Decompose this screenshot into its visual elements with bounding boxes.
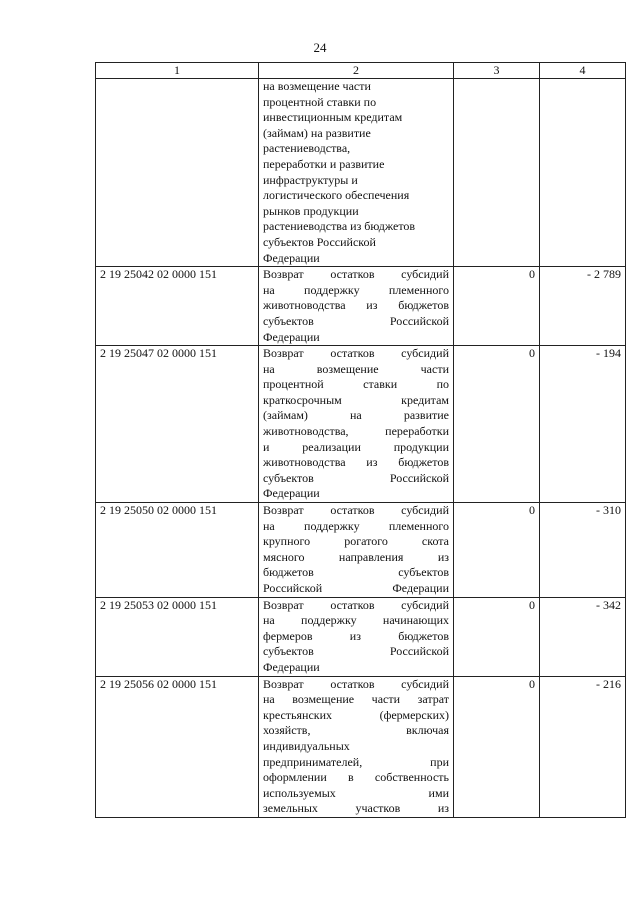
budget-table bbox=[95, 62, 626, 818]
description-line: Федерации bbox=[263, 250, 320, 265]
description-line: процентной ставки по bbox=[263, 94, 377, 109]
amount-col3: 0 bbox=[454, 346, 540, 503]
amount-col3: 0 bbox=[454, 597, 540, 676]
description-line: мясного направления из bbox=[263, 549, 449, 564]
description-line: на возмещение части затрат bbox=[263, 692, 449, 707]
description-line: на возмещение части bbox=[263, 79, 371, 93]
description-line: на поддержку племенного bbox=[263, 518, 449, 533]
column-header-4: 4 bbox=[540, 63, 626, 79]
description-line: Федерации bbox=[263, 329, 320, 344]
description-line: краткосрочным кредитам bbox=[263, 392, 449, 407]
description-line: Возврат остатков субсидий bbox=[263, 346, 449, 361]
description-line: инвестиционным кредитам bbox=[263, 110, 403, 125]
budget-code: 2 19 25042 02 0000 151 bbox=[96, 267, 259, 346]
description-line: переработки и развитие bbox=[263, 156, 385, 171]
amount-col4: - 2 789 bbox=[540, 267, 626, 346]
table-row bbox=[96, 597, 626, 676]
description-line: процентной ставки по bbox=[263, 377, 449, 392]
description-line: (займам) на развитие bbox=[263, 125, 371, 140]
budget-code: 2 19 25056 02 0000 151 bbox=[96, 676, 259, 817]
description-line: субъектов Российской bbox=[263, 234, 376, 249]
description-line: Возврат остатков субсидий bbox=[263, 503, 449, 518]
description-line: оформлении в собственность bbox=[263, 770, 449, 785]
amount-col3-cell bbox=[454, 79, 540, 267]
header-row bbox=[96, 63, 626, 79]
description-line: предпринимателей, при bbox=[263, 754, 449, 769]
description-line: растениеводства, bbox=[263, 141, 351, 156]
description-line: Федерации bbox=[263, 659, 320, 674]
description-line: на возмещение части bbox=[263, 361, 449, 376]
description-cell bbox=[259, 676, 454, 817]
description-cell bbox=[259, 267, 454, 346]
description-line: Возврат остатков субсидий bbox=[263, 597, 449, 612]
column-header-2: 2 bbox=[259, 63, 454, 79]
description-cell bbox=[259, 79, 454, 267]
description-line: рынков продукции bbox=[263, 203, 359, 218]
description-line: Российской Федерации bbox=[263, 581, 449, 595]
amount-col4-cell bbox=[540, 79, 626, 267]
description-line: индивидуальных bbox=[263, 738, 350, 753]
description-line: фермеров из бюджетов bbox=[263, 628, 449, 643]
description-line: крестьянских (фермерских) bbox=[263, 707, 449, 722]
table-row bbox=[96, 503, 626, 598]
description-line: хозяйств, включая bbox=[263, 723, 449, 738]
amount-col4: - 310 bbox=[540, 503, 626, 598]
continuation-row bbox=[96, 79, 626, 267]
description-line: на поддержку начинающих bbox=[263, 613, 449, 628]
page-number: 24 bbox=[313, 40, 327, 55]
code-cell bbox=[96, 79, 259, 267]
description-cell bbox=[259, 503, 454, 598]
table-row bbox=[96, 676, 626, 817]
description-line: инфраструктуры и bbox=[263, 172, 358, 187]
column-header-3: 3 bbox=[454, 63, 540, 79]
description-line: земельных участков из bbox=[263, 801, 449, 816]
description-line: животноводства, переработки bbox=[263, 424, 449, 439]
column-header-1: 1 bbox=[96, 63, 259, 79]
budget-code: 2 19 25053 02 0000 151 bbox=[96, 597, 259, 676]
description-cell bbox=[259, 346, 454, 503]
amount-col3: 0 bbox=[454, 503, 540, 598]
description-line: крупного рогатого скота bbox=[263, 534, 449, 549]
description-line: Возврат остатков субсидий bbox=[263, 676, 449, 691]
amount-col4: - 342 bbox=[540, 597, 626, 676]
description-line: растениеводства из бюджетов bbox=[263, 219, 416, 234]
description-line: животноводства из бюджетов bbox=[263, 455, 449, 470]
amount-col4: - 194 bbox=[540, 346, 626, 503]
amount-col3: 0 bbox=[454, 676, 540, 817]
description-line: и реализации продукции bbox=[263, 439, 449, 454]
description-line: животноводства из бюджетов bbox=[263, 298, 449, 313]
table-row bbox=[96, 346, 626, 503]
description-line: (займам) на развитие bbox=[263, 408, 449, 423]
description-line: логистического обеспечения bbox=[263, 188, 410, 203]
description-line: бюджетов субъектов bbox=[263, 565, 449, 580]
description-line: субъектов Российской bbox=[263, 313, 449, 328]
description-line: субъектов Российской bbox=[263, 644, 449, 659]
description-cell bbox=[259, 597, 454, 676]
amount-col3: 0 bbox=[454, 267, 540, 346]
description-line: Возврат остатков субсидий bbox=[263, 267, 449, 282]
description-line: Федерации bbox=[263, 486, 320, 501]
description-line: субъектов Российской bbox=[263, 470, 449, 485]
description-line: на поддержку племенного bbox=[263, 282, 449, 297]
table-row bbox=[96, 267, 626, 346]
budget-code: 2 19 25050 02 0000 151 bbox=[96, 503, 259, 598]
budget-code: 2 19 25047 02 0000 151 bbox=[96, 346, 259, 503]
amount-col4: - 216 bbox=[540, 676, 626, 817]
description-line: используемых ими bbox=[263, 785, 449, 800]
